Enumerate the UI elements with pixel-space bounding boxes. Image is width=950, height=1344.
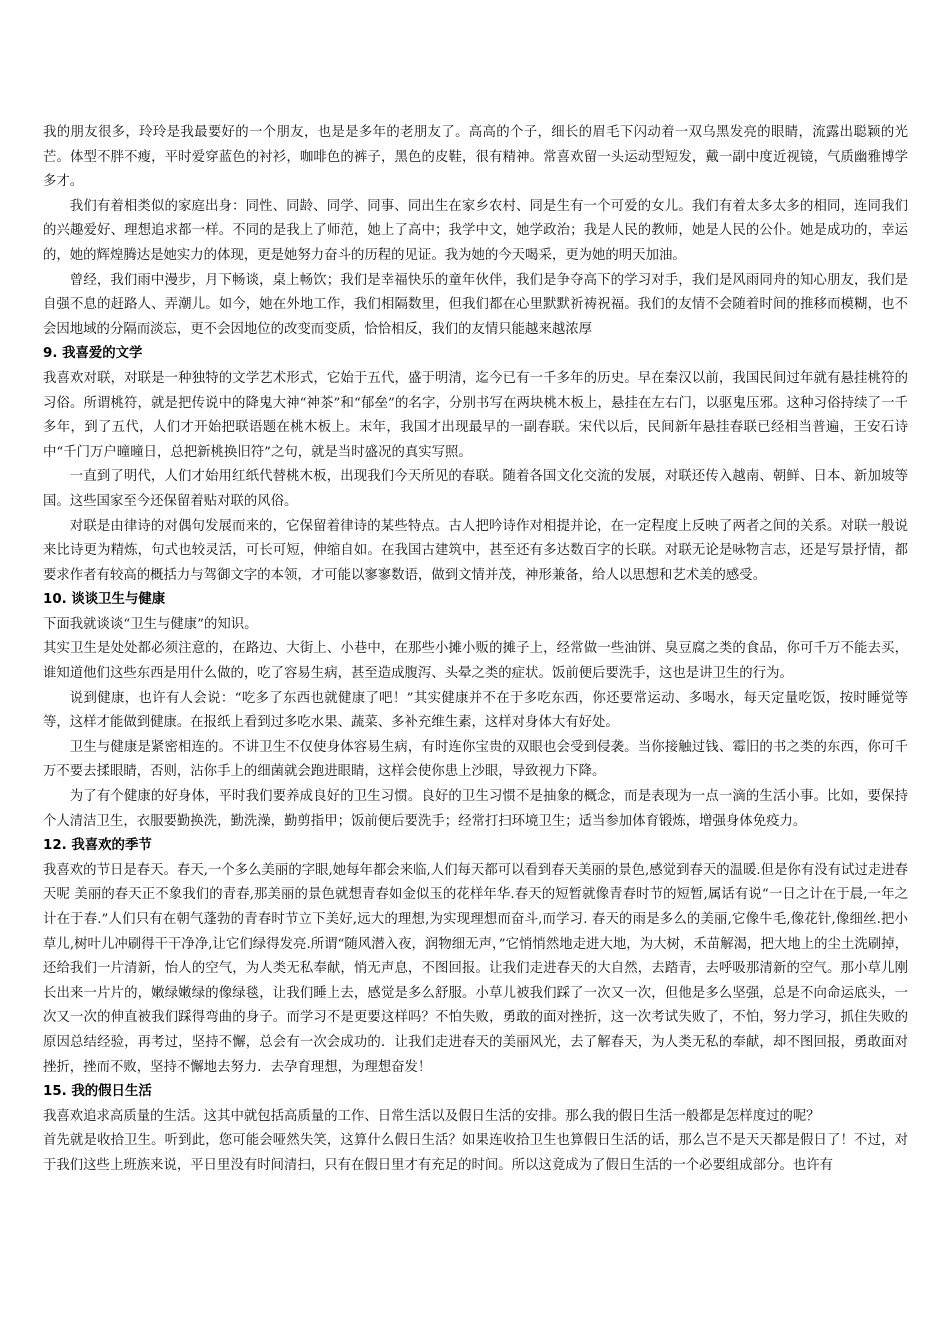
paragraph: 对联是由律诗的对偶句发展而来的，它保留着律诗的某些特点。古人把吟诗作对相提并论，在一定程度上反映了两者之间的关系。对联一般说来比诗更为精炼，句式也较灵活，可长可短，伸缩自如。在我国古建筑中，甚至还有多达数百字的长联。对联无论是咏物言志，还是写景抒情，都要求作者有较高的概括力与驾御文字的本领，才可能以寥寥数语，做到文情并茂，神形兼备，给人以思想和艺术美的感受。 [43, 518, 908, 583]
paragraph: 我们有着相类似的家庭出身：同性、同龄、同学、同事、同出生在家乡农村、同是生有一个可爱的女儿。我们有着太多太多的相同，连同我们的兴趣爱好、理想追求都一样。不同的是我上了师范，她上了高中；我学中文，她学政治；我是人民的教师，她是人民的公仆。她是成功的，幸运的，她的辉煌腾达是她实力的体现，更是她努力奋斗的历程的见证。我为她的今天喝采，更为她的明天加油。 [43, 198, 908, 263]
paragraph: 下面我就谈谈“卫生与健康”的知识。 [43, 616, 258, 632]
section-holiday-life [43, 1080, 908, 1178]
section-friend [43, 121, 908, 342]
paragraph: 其实卫生是处处都必须注意的，在路边、大街上、小巷中，在那些小摊小贩的摊子上，经常做一些油饼、臭豆腐之类的食品，你可千万不能去买，谁知道他们这些东西是用什么做的，吃了容易生病，甚至造成腹泻、头晕之类的症状。饭前便后要洗手，这也是讲卫生的行为。 [43, 641, 908, 682]
section-literature [43, 342, 908, 588]
paragraph: 我喜欢追求高质量的生活。这其中就包括高质量的工作、日常生活以及假日生活的安排。那么我的假日生活一般都是怎样度过的呢？ [43, 1108, 820, 1124]
document-page [43, 121, 908, 1179]
section-heading: 12. 我喜欢的季节 [43, 838, 152, 854]
paragraph: 卫生与健康是紧密相连的。不讲卫生不仅使身体容易生病，有时连你宝贵的双眼也会受到侵袭。当你接触过钱、霉旧的书之类的东西，你可千万不要去揉眼睛，否则，沾你手上的细菌就会跑进眼睛，这样会使你患上沙眼，导致视力下降。 [43, 739, 908, 780]
section-heading: 10. 谈谈卫生与健康 [43, 592, 166, 608]
paragraph: 为了有个健康的好身体，平时我们要养成良好的卫生习惯。良好的卫生习惯不是抽象的概念，而是表现为一点一滴的生活小事。比如，要保持个人清洁卫生，衣服要勤换洗，勤洗澡，勤剪指甲；饭前便后要洗手；经常打扫环境卫生；适当参加体育锻炼，增强身体免疫力。 [43, 789, 908, 829]
paragraph: 曾经，我们雨中漫步，月下畅谈，桌上畅饮；我们是幸福快乐的童年伙伴，我们是争夺高下的学习对手，我们是风雨同舟的知心朋友，我们是自强不息的赶路人、弄潮儿。如今，她在外地工作，我们相隔数里，但我们都在心里默默祈祷祝福。我们的友情不会随着时间的推移而模糊，也不会因地域的分隔而淡忘，更不会因地位的改变而变质，恰恰相反，我们的友情只能越来越浓厚 [43, 272, 908, 337]
section-heading: 9. 我喜爱的文学 [43, 346, 143, 362]
section-heading: 15. 我的假日生活 [43, 1084, 152, 1100]
section-favorite-season [43, 834, 908, 1080]
paragraph: 首先就是收拾卫生。听到此，您可能会哑然失笑，这算什么假日生活？如果连收拾卫生也算假日生活的话，那么岂不是天天都是假日了！不过，对于我们这些上班族来说，平日里没有时间清扫，只有在假日里才有充足的时间。所以这竟成为了假日生活的一个必要组成部分。也许有 [43, 1133, 908, 1173]
section-hygiene-health [43, 588, 908, 834]
paragraph: 我的朋友很多，玲玲是我最要好的一个朋友，也是是多年的老朋友了。高高的个子，细长的眉毛下闪动着一双乌黑发亮的眼睛，流露出聪颖的光芒。体型不胖不瘦，平时爱穿蓝色的衬衫，咖啡色的裤子，黑色的皮鞋，很有精神。常喜欢留一头运动型短发，戴一副中度近视镜，气质幽雅博学多才。 [43, 125, 908, 190]
paragraph: 说到健康，也许有人会说：“吃多了东西也就健康了吧！”其实健康并不在于多吃东西，你还要常运动、多喝水，每天定量吃饭，按时睡觉等等，这样才能做到健康。在报纸上看到过多吃水果、蔬菜、多补充维生素，这样对身体大有好处。 [43, 690, 908, 731]
paragraph: 我喜欢的节日是春天。春天,一个多么美丽的字眼,她每年都会来临,人们每天都可以看到春天美丽的景色,感觉到春天的温暖.但是你有没有试过走进春天呢 美丽的春天正不象我们的青春,那美丽的景色就想青春如金似玉的花样年华.春天的短暂就像青春时节的短暂,属话有说“一日之计在于晨,一年之计在于春.”人们只有在朝气蓬勃的青春时节立下美好,远大的理想,为实现理想而奋斗,而学习. 春天的雨是多么的美丽,它像牛毛,像花针,像细丝.把小草儿,树叶儿冲刷得干干净净,让它们绿得发亮.所谓“随风潜入夜，润物细无声，”它悄悄然地走进大地，为大树，禾苗解渴，把大地上的尘土洗刷掉，还给我们一片清新，怡人的空气，为人类无私奉献，悄无声息，不图回报。让我们走进春天的大自然，去踏青，去呼吸那清新的空气。那小草儿刚长出来一片片的，嫩绿嫩绿的像绿毯，让我们睡上去，感觉是多么舒服。小草儿被我们踩了一次又一次，但他是多么坚强，总是不向命运底头，一次又一次的伸直被我们踩得弯曲的身子。而学习不是更要这样吗？不怕失败，勇敢的面对挫折，这一次考试失败了，不怕，努力学习，抓住失败的原因总结经验，再考过，坚持不懈，总会有一次会成功的．让我们走进春天的美丽风光，去了解春天，为人类无私的奉献，却不图回报，勇敢面对挫折，挫而不败，坚持不懈地去努力．去孕育理想，为理想奋发！ [43, 862, 908, 1075]
paragraph: 一直到了明代，人们才始用红纸代替桃木板，出现我们今天所见的春联。随着各国文化交流的发展，对联还传入越南、朝鲜、日本、新加坡等国。这些国家至今还保留着贴对联的风俗。 [43, 469, 908, 509]
paragraph: 我喜欢对联，对联是一种独特的文学艺术形式，它始于五代，盛于明清，迄今已有一千多年的历史。早在秦汉以前，我国民间过年就有悬挂桃符的习俗。所谓桃符，就是把传说中的降鬼大神“神茶”和“郁垒”的名字，分别书写在两块桃木板上，悬挂在左右门，以驱鬼压邪。这种习俗持续了一千多年，到了五代，人们才开始把联语题在桃木板上。末年，我国才出现最早的一副春联。宋代以后，民间新年悬挂春联已经相当普遍，王安石诗中“千门万户曈曈日，总把新桃换旧符”之句，就是当时盛况的真实写照。 [43, 370, 908, 460]
